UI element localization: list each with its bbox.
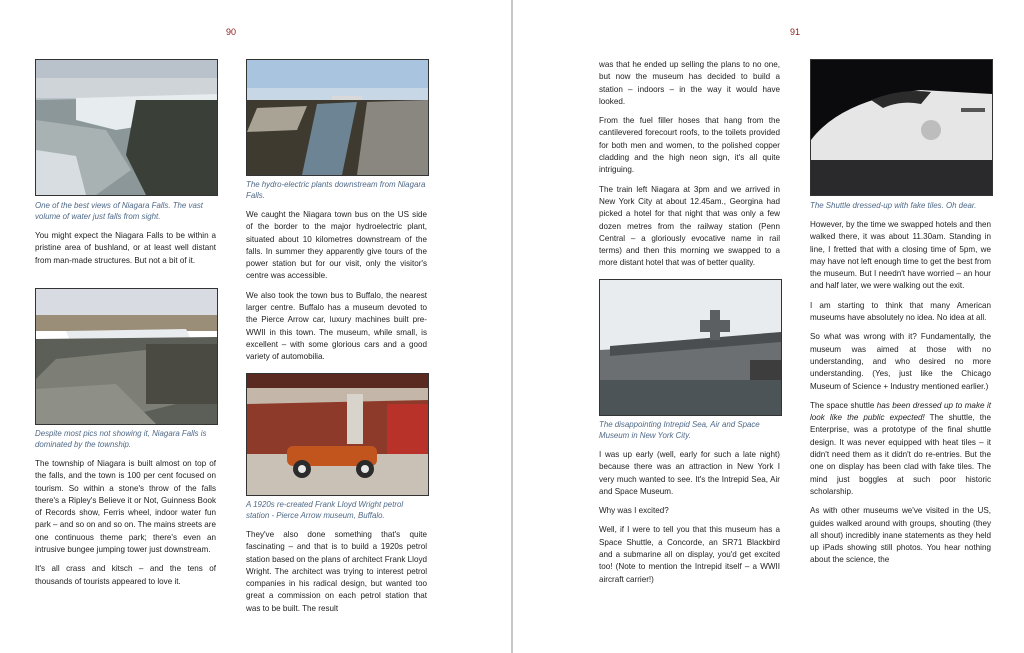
left-column-1b (35, 426, 216, 595)
page-number: 90 (226, 27, 237, 37)
paragraph: We also took the town bus to Buffalo, the nearest larger centre. Buffalo has a museum devoted to the Pierce Arrow car, luxury machines built pre-WWII in this town. The museum, while small, is excellent – with some glorious cars and a good variety of automobilia. (246, 290, 427, 362)
figure-caption: One of the best views of Niagara Falls. The vast volume of water just falls from sight. (35, 201, 203, 221)
left-column-1 (35, 198, 216, 274)
intrepid-carrier-photo (599, 279, 782, 416)
emphasis-text: has been dressed up to make it look like the public expected! (810, 400, 991, 423)
right-column-1b (599, 417, 780, 593)
paragraph: We caught the Niagara town bus on the US side of the border to the major hydroelectric plant, situated about 10 kilometres downstream of the falls. In summer they apparently give tours of the power station but for our visit, only the visitor's centre was accessible. (246, 210, 427, 281)
right-page (513, 0, 1024, 653)
paragraph: It's all crass and kitsch – and the tens of thousands of tourists appeared to love it. (35, 564, 216, 586)
paragraph: Well, if I were to tell you that this museum has a Space Shuttle, a Concorde, an SR71 Blackbird and a submarine all on display, you'd get excited too! (Note to mention the Intrepid itself – a WWII aircraft carrier!) (599, 525, 780, 584)
paragraph: You might expect the Niagara Falls to be within a pristine area of bushland, or at least well distant from man-made structures. But not a bit of it. (35, 231, 216, 265)
petrol-station-photo (246, 373, 429, 496)
paragraph: As with other museums we've visited in the US, guides walked around with groups, shouting (they all shout) incredibly inane statements as they held up iPads showing still photos. You hear nothing about the science, the (810, 506, 991, 565)
left-page (0, 0, 511, 653)
paragraph: I was up early (well, early for such a late night) because there was an attraction in New York I very much wanted to see. It's the Intrepid Sea, Air and Space Museum. (599, 450, 780, 496)
right-column-1 (599, 59, 780, 277)
paragraph: I am starting to think that many American museums have absolutely no idea. No idea at all. (810, 300, 991, 323)
paragraph: So what was wrong with it? Fundamentally, the museum was aimed at those with no understanding, and who desired no more understanding. (Yes, just like the Chicago Museum of Science + Industry mentioned earlier.) (810, 332, 991, 391)
paragraph: The train left Niagara at 3pm and we arrived in New York City at about 12.45am., Georgina had picked a hotel for that night that was only a few dozen metres from the railway station (Penn Central – a gloriously evocative name in rail terms) and then this morning we swapped to a more distant hotel that was of better quality. (599, 184, 780, 268)
left-column-2b (246, 497, 427, 622)
text-run: The space shuttle (810, 400, 877, 410)
text-run: The shuttle, the Enterprise, was a prototype of the final shuttle design. It was never equipped with heat tiles – it didn't need them as it didn't do re-entries. But the one on display has been clad with fake tiles. The mind just boggles at such poor historic scholarship. (810, 413, 992, 496)
figure-caption: The hydro-electric plants downstream from Niagara Falls. (246, 180, 426, 200)
paragraph: From the fuel filler hoses that hang from the cantilevered forecourt roofs, to the toilets provided for both men and women, to the polished copper cladding and the high neon sign, it's all quite intriguing. (599, 116, 780, 175)
paragraph (810, 400, 991, 498)
hydro-plants-photo (246, 59, 429, 176)
left-column-2 (246, 177, 427, 371)
paragraph: Why was I excited? (599, 506, 669, 516)
shuttle-enterprise-photo (810, 59, 993, 196)
right-column-2 (810, 198, 991, 574)
paragraph: They've also done something that's quite fascinating – and that is to build a 1920s petrol station based on the plans of architect Frank Lloyd Wright. The architect was trying to interest petrol companies in his radical design, but wanted too great a commission on each petrol station that was to be built. The result (246, 530, 427, 613)
figure-caption: The disappointing Intrepid Sea, Air and Space Museum in New York City. (599, 420, 760, 440)
niagara-falls-photo (35, 59, 218, 196)
page-number: 91 (790, 27, 801, 37)
figure-caption: The Shuttle dressed-up with fake tiles. Oh dear. (810, 201, 977, 210)
figure-caption: A 1920s re-created Frank Lloyd Wright petrol station - Pierce Arrow museum, Buffalo. (246, 500, 404, 520)
figure-caption: Despite most pics not showing it, Niagara Falls is dominated by the township. (35, 429, 207, 449)
paragraph: However, by the time we swapped hotels and then walked there, it was about 11.30am. Standing in line, I fretted that with a closing time of 5pm, we may have not left enough time to get the best from the museum. But I needn't have worried – an hour and half later, we were walking out the exit. (810, 220, 991, 291)
paragraph: The township of Niagara is built almost on top of the falls, and the town is 100 per cent focused on tourism. So within a stone's throw of the falls there's a Ripley's Believe it or Not, Guinness Book of Records show, Ferris wheel, indoor water fun park – and so on and so on. The mains streets are one continuous theme park; there's even an intrusive bungee jumping tower just downstream. (35, 459, 216, 555)
niagara-township-photo (35, 288, 218, 425)
paragraph: was that he ended up selling the plans to no one, but now the museum has decided to build a station – indoors – in the way it would have looked. (599, 60, 780, 106)
